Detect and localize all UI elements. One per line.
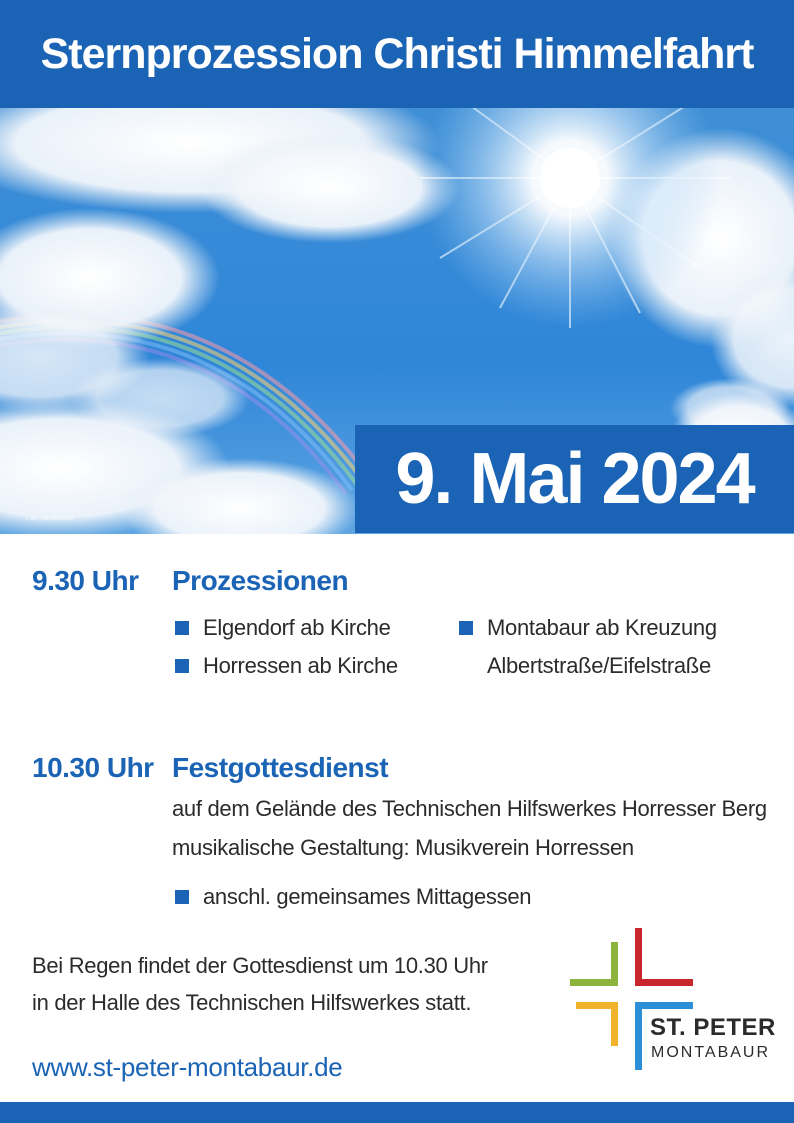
procession-item-horressen: Horressen ab Kirche xyxy=(203,653,398,678)
bullet-square xyxy=(459,621,473,635)
service-title: Festgottesdienst xyxy=(172,752,389,783)
event-date: 9. Mai 2024 xyxy=(355,425,794,533)
page-title: Sternprozession Christi Himmelfahrt xyxy=(0,0,794,108)
procession-time: 9.30 Uhr xyxy=(32,565,139,596)
website-link[interactable]: www.st-peter-montabaur.de xyxy=(32,1052,343,1082)
rain-note-line1: Bei Regen findet der Gottesdienst um 10.30 Uhr xyxy=(32,953,488,978)
bullet-square xyxy=(175,621,189,635)
procession-item-montabaur-street: Albertstraße/Eifelstraße xyxy=(487,653,711,678)
procession-item-elgendorf: Elgendorf ab Kirche xyxy=(203,615,391,640)
footer-bar xyxy=(0,1102,794,1123)
bullet-square xyxy=(175,890,189,904)
service-location: auf dem Gelände des Technischen Hilfswerkes Horresser Berg xyxy=(172,796,767,821)
rain-note-line2: in der Halle des Technischen Hilfswerkes statt. xyxy=(32,990,472,1015)
service-lunch: anschl. gemeinsames Mittagessen xyxy=(203,884,532,909)
logo-subtitle: MONTABAUR xyxy=(651,1044,771,1061)
service-time: 10.30 Uhr xyxy=(32,752,154,783)
photo-credit: Foto: AdobeStock xyxy=(26,516,74,522)
procession-item-montabaur: Montabaur ab Kreuzung xyxy=(487,615,717,640)
service-music: musikalische Gestaltung: Musikverein Horressen xyxy=(172,835,634,860)
procession-title: Prozessionen xyxy=(172,565,349,596)
bullet-square xyxy=(175,659,189,673)
logo-name: ST. PETER xyxy=(650,1014,776,1041)
